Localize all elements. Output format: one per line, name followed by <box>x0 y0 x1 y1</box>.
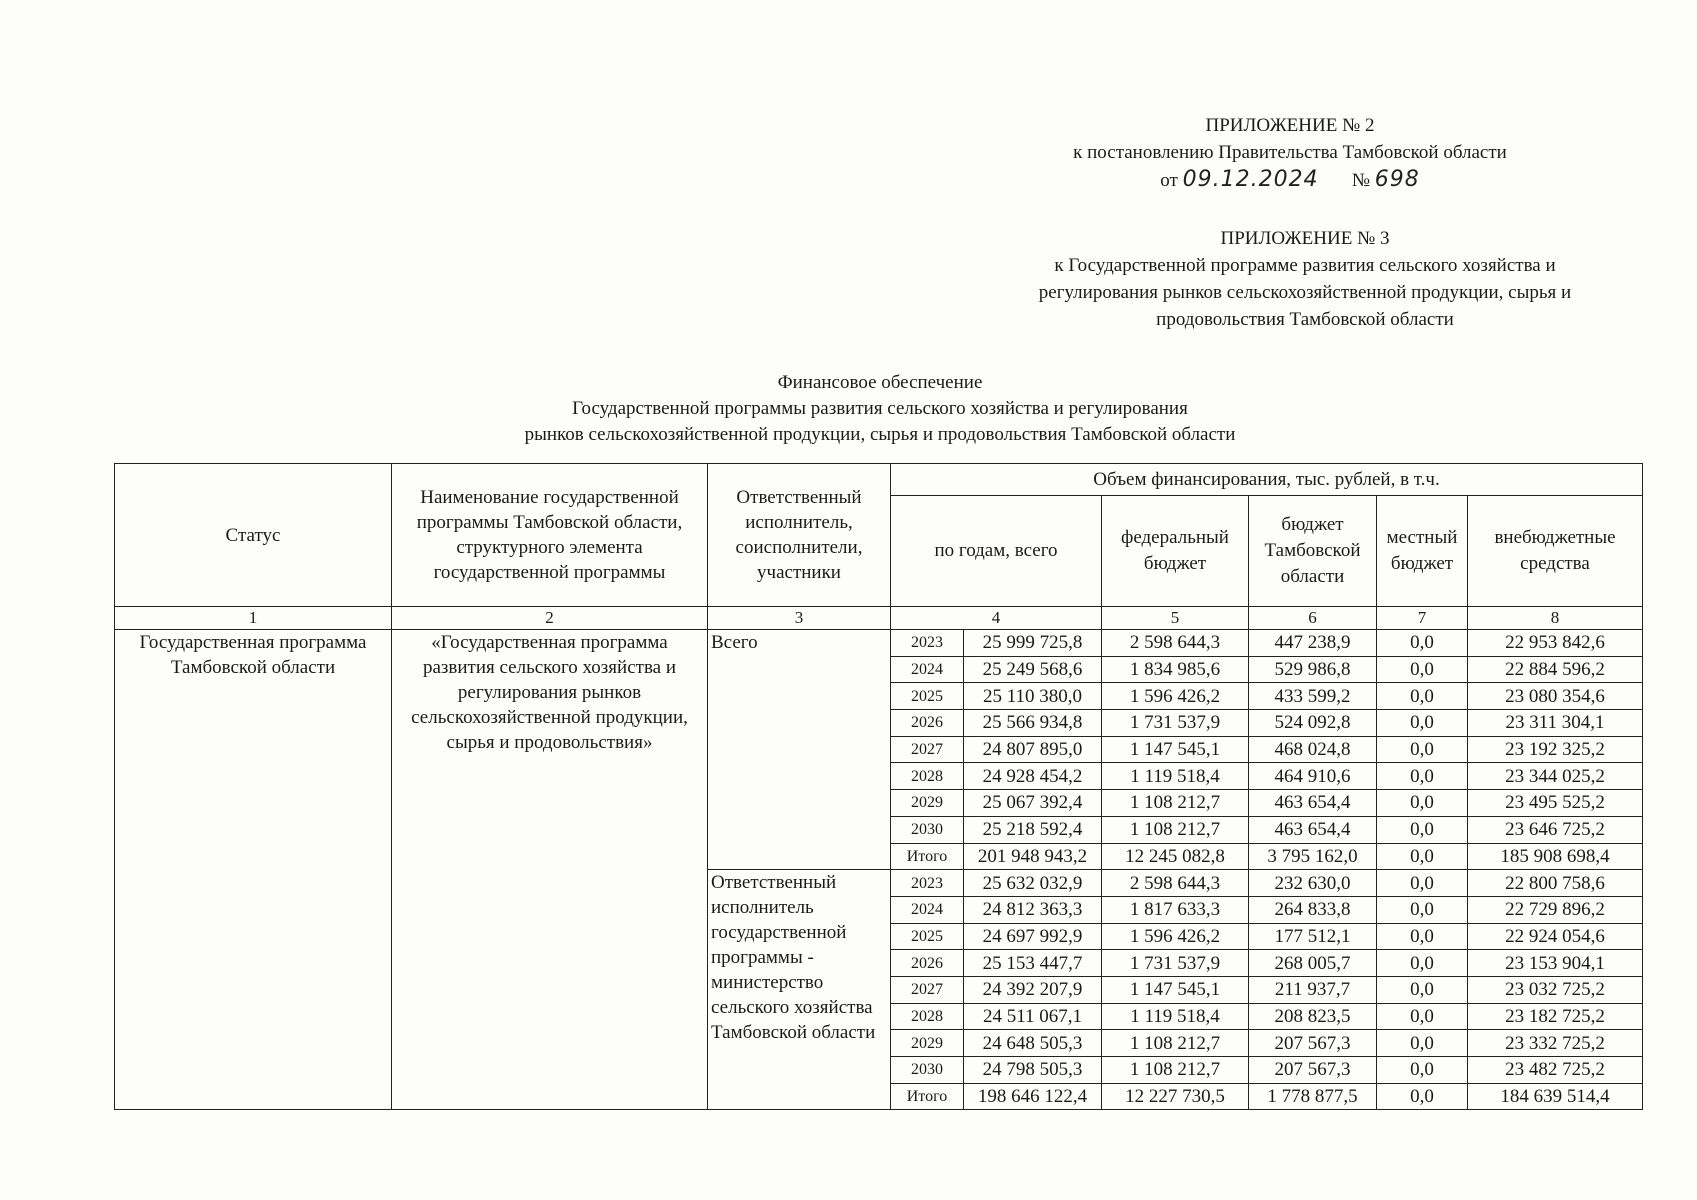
total-cell: 25 999 725,8 <box>964 630 1102 657</box>
year-cell: 2027 <box>891 976 964 1003</box>
header-financing-volume: Объем финансирования, тыс. рублей, в т.ч. <box>891 464 1643 496</box>
regional-budget-cell: 3 795 162,0 <box>1249 843 1377 870</box>
local-budget-cell: 0,0 <box>1377 683 1468 710</box>
federal-budget-cell: 1 119 518,4 <box>1102 1003 1249 1030</box>
total-cell: 24 392 207,9 <box>964 976 1102 1003</box>
col-number: 8 <box>1468 607 1643 630</box>
local-budget-cell: 0,0 <box>1377 790 1468 817</box>
total-cell: 198 646 122,4 <box>964 1083 1102 1110</box>
federal-budget-cell: 1 147 545,1 <box>1102 736 1249 763</box>
header-regional-budget: бюджет Тамбовской области <box>1249 496 1377 607</box>
local-budget-cell: 0,0 <box>1377 816 1468 843</box>
handwritten-number: 698 <box>1374 167 1420 192</box>
regional-budget-cell: 1 778 877,5 <box>1249 1083 1377 1110</box>
year-cell: 2028 <box>891 1003 964 1030</box>
regional-budget-cell: 464 910,6 <box>1249 763 1377 790</box>
document-title <box>380 370 1380 448</box>
local-budget-cell: 0,0 <box>1377 763 1468 790</box>
document-title-line-3: рынков сельскохозяйственной продукции, сырья и продовольствия Тамбовской области <box>524 424 1236 445</box>
extra-budget-cell: 185 908 698,4 <box>1468 843 1643 870</box>
regional-budget-cell: 524 092,8 <box>1249 710 1377 737</box>
federal-budget-cell: 1 119 518,4 <box>1102 763 1249 790</box>
federal-budget-cell: 1 108 212,7 <box>1102 1057 1249 1084</box>
federal-budget-cell: 12 227 730,5 <box>1102 1083 1249 1110</box>
total-cell: 25 632 032,9 <box>964 870 1102 897</box>
financing-table <box>114 463 1643 1110</box>
col-number: 1 <box>115 607 392 630</box>
col-number: 6 <box>1249 607 1377 630</box>
regional-budget-cell: 463 654,4 <box>1249 816 1377 843</box>
extra-budget-cell: 22 884 596,2 <box>1468 656 1643 683</box>
regional-budget-cell: 177 512,1 <box>1249 923 1377 950</box>
total-cell: 25 067 392,4 <box>964 790 1102 817</box>
regional-budget-cell: 433 599,2 <box>1249 683 1377 710</box>
document-title-line-1: Финансовое обеспечение <box>777 372 983 393</box>
year-cell: 2024 <box>891 656 964 683</box>
federal-budget-cell: 1 596 426,2 <box>1102 923 1249 950</box>
program-name-cell: «Государственная программа развития сельского хозяйства и регулирования рынков сельскохозяйственной продукции, сырья и продовольствия» <box>392 630 708 1110</box>
date-prefix: от <box>1160 170 1178 191</box>
appendix-2-block <box>1010 112 1570 194</box>
total-cell: 24 928 454,2 <box>964 763 1102 790</box>
extra-budget-cell: 22 924 054,6 <box>1468 923 1643 950</box>
regional-budget-cell: 463 654,4 <box>1249 790 1377 817</box>
year-cell: 2028 <box>891 763 964 790</box>
header-executor: Ответственный исполнитель, соисполнители, участники <box>708 464 891 607</box>
year-cell: 2026 <box>891 710 964 737</box>
year-cell: 2029 <box>891 1030 964 1057</box>
federal-budget-cell: 1 108 212,7 <box>1102 790 1249 817</box>
col-number: 7 <box>1377 607 1468 630</box>
regional-budget-cell: 232 630,0 <box>1249 870 1377 897</box>
appendix-3-line-3: продовольствия Тамбовской области <box>1156 309 1454 330</box>
extra-budget-cell: 22 953 842,6 <box>1468 630 1643 657</box>
executor-cell: Всего <box>708 630 891 870</box>
document-title-line-2: Государственной программы развития сельского хозяйства и регулирования <box>572 398 1188 419</box>
local-budget-cell: 0,0 <box>1377 1030 1468 1057</box>
federal-budget-cell: 1 731 537,9 <box>1102 950 1249 977</box>
col-number: 2 <box>392 607 708 630</box>
extra-budget-cell: 23 192 325,2 <box>1468 736 1643 763</box>
regional-budget-cell: 268 005,7 <box>1249 950 1377 977</box>
year-cell: 2025 <box>891 683 964 710</box>
federal-budget-cell: 12 245 082,8 <box>1102 843 1249 870</box>
header-status: Статус <box>115 464 392 607</box>
year-cell: 2027 <box>891 736 964 763</box>
year-cell: 2026 <box>891 950 964 977</box>
extra-budget-cell: 23 080 354,6 <box>1468 683 1643 710</box>
appendix-2-title: ПРИЛОЖЕНИЕ № 2 <box>1205 115 1375 136</box>
federal-budget-cell: 1 147 545,1 <box>1102 976 1249 1003</box>
extra-budget-cell: 23 482 725,2 <box>1468 1057 1643 1084</box>
local-budget-cell: 0,0 <box>1377 896 1468 923</box>
federal-budget-cell: 1 834 985,6 <box>1102 656 1249 683</box>
regional-budget-cell: 468 024,8 <box>1249 736 1377 763</box>
local-budget-cell: 0,0 <box>1377 656 1468 683</box>
appendix-3-line-2: регулирования рынков сельскохозяйственной продукции, сырья и <box>1038 282 1572 303</box>
regional-budget-cell: 208 823,5 <box>1249 1003 1377 1030</box>
local-budget-cell: 0,0 <box>1377 950 1468 977</box>
year-cell: 2023 <box>891 870 964 897</box>
year-cell: 2023 <box>891 630 964 657</box>
executor-cell: Ответственный исполнитель государственной программы - министерство сельского хозяйства Тамбовской области <box>708 870 891 1110</box>
year-cell: 2025 <box>891 923 964 950</box>
local-budget-cell: 0,0 <box>1377 976 1468 1003</box>
appendix-3-line-1: к Государственной программе развития сельского хозяйства и <box>1054 255 1556 276</box>
local-budget-cell: 0,0 <box>1377 843 1468 870</box>
federal-budget-cell: 1 731 537,9 <box>1102 710 1249 737</box>
extra-budget-cell: 23 495 525,2 <box>1468 790 1643 817</box>
total-cell: 25 249 568,6 <box>964 656 1102 683</box>
appendix-2-date-line <box>1010 166 1570 194</box>
extra-budget-cell: 22 729 896,2 <box>1468 896 1643 923</box>
table-row <box>115 630 1643 657</box>
header-local-budget: местный бюджет <box>1377 496 1468 607</box>
handwritten-date: 09.12.2024 <box>1182 167 1319 192</box>
year-cell: Итого <box>891 1083 964 1110</box>
total-cell: 24 511 067,1 <box>964 1003 1102 1030</box>
extra-budget-cell: 23 332 725,2 <box>1468 1030 1643 1057</box>
col-number: 3 <box>708 607 891 630</box>
year-cell: Итого <box>891 843 964 870</box>
federal-budget-cell: 1 108 212,7 <box>1102 816 1249 843</box>
financing-table-body <box>115 630 1643 1110</box>
federal-budget-cell: 1 817 633,3 <box>1102 896 1249 923</box>
header-federal-budget: федеральный бюджет <box>1102 496 1249 607</box>
year-cell: 2030 <box>891 1057 964 1084</box>
local-budget-cell: 0,0 <box>1377 1057 1468 1084</box>
total-cell: 24 812 363,3 <box>964 896 1102 923</box>
extra-budget-cell: 23 646 725,2 <box>1468 816 1643 843</box>
local-budget-cell: 0,0 <box>1377 870 1468 897</box>
local-budget-cell: 0,0 <box>1377 630 1468 657</box>
status-cell: Государственная программа Тамбовской области <box>115 630 392 1110</box>
year-cell: 2029 <box>891 790 964 817</box>
local-budget-cell: 0,0 <box>1377 736 1468 763</box>
total-cell: 24 798 505,3 <box>964 1057 1102 1084</box>
total-cell: 25 153 447,7 <box>964 950 1102 977</box>
regional-budget-cell: 447 238,9 <box>1249 630 1377 657</box>
header-by-years: по годам, всего <box>891 496 1102 607</box>
extra-budget-cell: 23 344 025,2 <box>1468 763 1643 790</box>
extra-budget-cell: 23 153 904,1 <box>1468 950 1643 977</box>
appendix-3-title: ПРИЛОЖЕНИЕ № 3 <box>1220 228 1390 249</box>
total-cell: 24 648 505,3 <box>964 1030 1102 1057</box>
total-cell: 201 948 943,2 <box>964 843 1102 870</box>
regional-budget-cell: 264 833,8 <box>1249 896 1377 923</box>
year-cell: 2030 <box>891 816 964 843</box>
header-program-name: Наименование государственной программы Тамбовской области, структурного элемента государственной программы <box>392 464 708 607</box>
local-budget-cell: 0,0 <box>1377 923 1468 950</box>
total-cell: 25 218 592,4 <box>964 816 1102 843</box>
year-cell: 2024 <box>891 896 964 923</box>
extra-budget-cell: 23 032 725,2 <box>1468 976 1643 1003</box>
federal-budget-cell: 1 596 426,2 <box>1102 683 1249 710</box>
local-budget-cell: 0,0 <box>1377 710 1468 737</box>
local-budget-cell: 0,0 <box>1377 1083 1468 1110</box>
federal-budget-cell: 2 598 644,3 <box>1102 870 1249 897</box>
extra-budget-cell: 184 639 514,4 <box>1468 1083 1643 1110</box>
header-extra-budget: внебюджетные средства <box>1468 496 1643 607</box>
extra-budget-cell: 23 182 725,2 <box>1468 1003 1643 1030</box>
total-cell: 25 110 380,0 <box>964 683 1102 710</box>
extra-budget-cell: 22 800 758,6 <box>1468 870 1643 897</box>
federal-budget-cell: 1 108 212,7 <box>1102 1030 1249 1057</box>
total-cell: 24 697 992,9 <box>964 923 1102 950</box>
regional-budget-cell: 211 937,7 <box>1249 976 1377 1003</box>
federal-budget-cell: 2 598 644,3 <box>1102 630 1249 657</box>
regional-budget-cell: 207 567,3 <box>1249 1057 1377 1084</box>
regional-budget-cell: 529 986,8 <box>1249 656 1377 683</box>
appendix-2-subtitle: к постановлению Правительства Тамбовской области <box>1073 142 1507 163</box>
col-number: 4 <box>891 607 1102 630</box>
local-budget-cell: 0,0 <box>1377 1003 1468 1030</box>
regional-budget-cell: 207 567,3 <box>1249 1030 1377 1057</box>
total-cell: 24 807 895,0 <box>964 736 1102 763</box>
extra-budget-cell: 23 311 304,1 <box>1468 710 1643 737</box>
appendix-3-block <box>990 225 1620 333</box>
col-number: 5 <box>1102 607 1249 630</box>
total-cell: 25 566 934,8 <box>964 710 1102 737</box>
number-prefix: № <box>1351 170 1370 191</box>
